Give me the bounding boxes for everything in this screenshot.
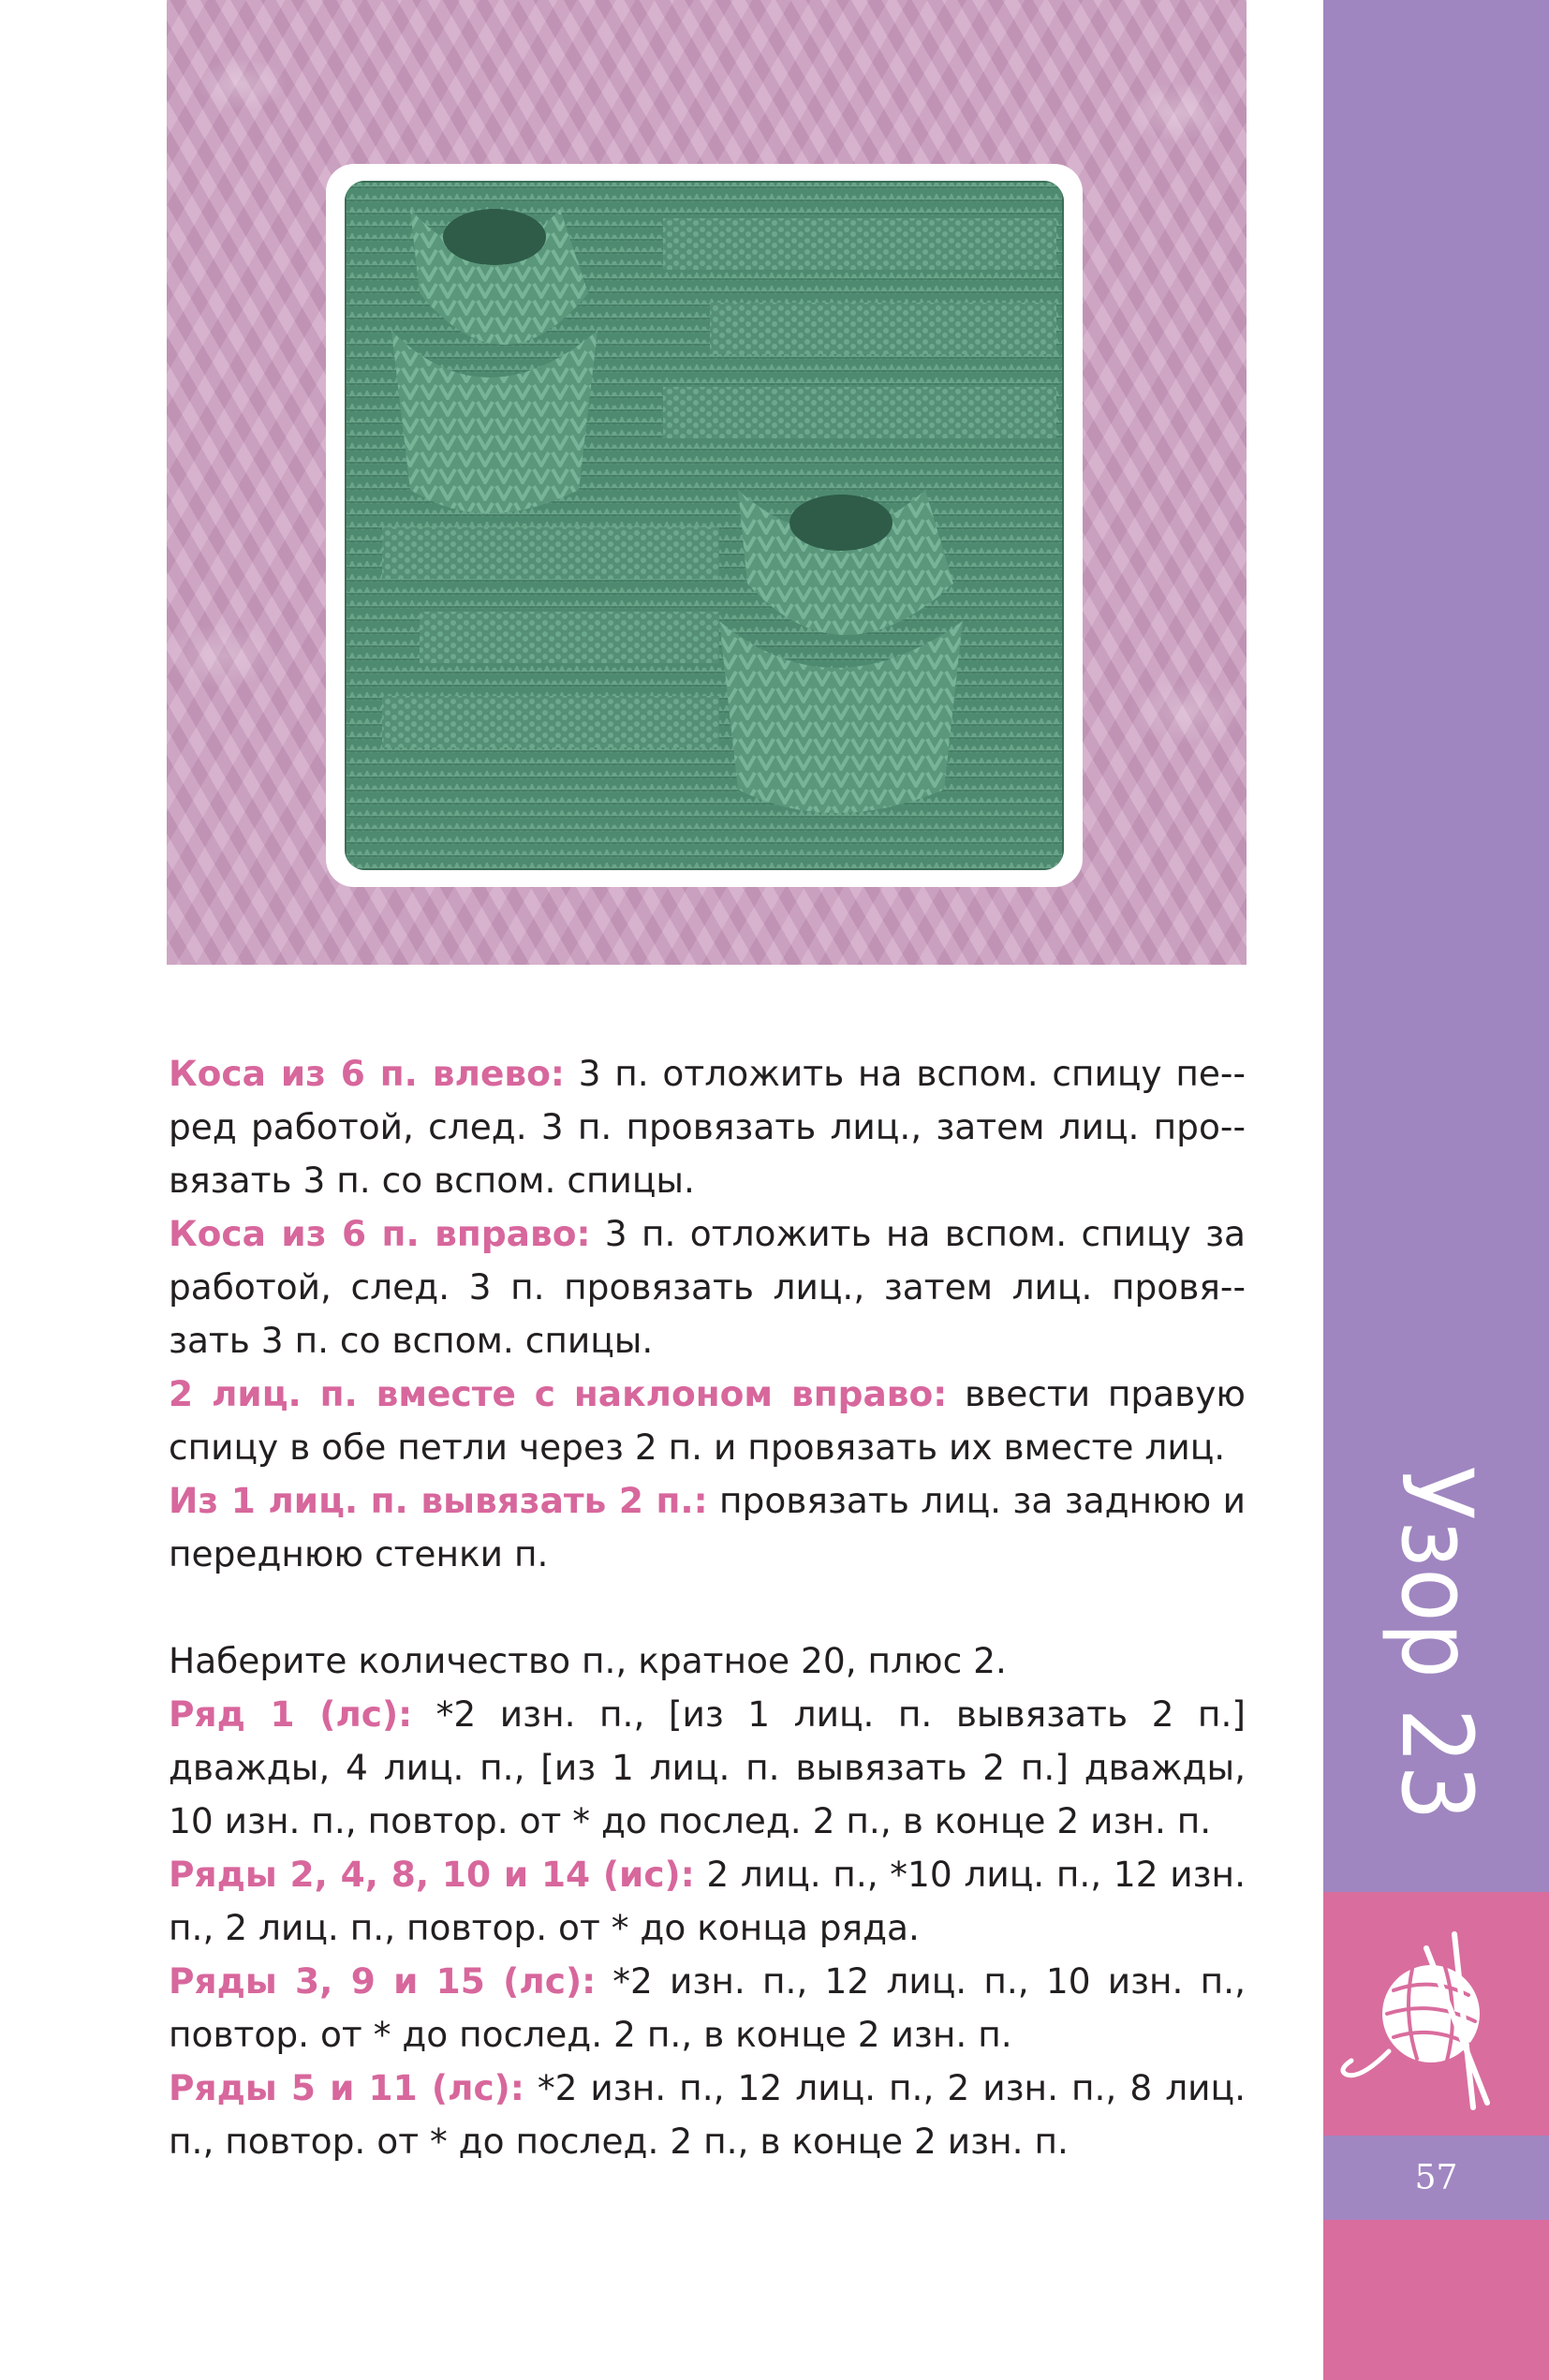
row-text: *2 изн. п., [из 1 лиц. п. вывязать 2 п.] дважды, 4 лиц. п., [из 1 лиц. п. вывязать 2 п.] дважды, 10 изн. п., повтор. от * до послед. 2 п., в конце 2 изн. п. bbox=[169, 1693, 1246, 1841]
rows-3-9-15 bbox=[169, 1955, 1246, 2062]
row-text: 2 лиц. п., *10 лиц. п., 12 изн. п., 2 лиц. п., повтор. от * до конца ряда. bbox=[169, 1854, 1246, 1948]
rows-2-4-8-10-14 bbox=[169, 1848, 1246, 1955]
instruction-k2tog bbox=[169, 1367, 1246, 1474]
row-heading: Ряды 5 и 11 (лс): bbox=[169, 2067, 524, 2108]
knitted-swatch-image bbox=[345, 181, 1064, 870]
term-text: 3 п. отложить на вспом. спицу пе-ред работой, след. 3 п. провязать лиц., затем лиц. про-вязать 3 п. со вспом. спицы. bbox=[169, 1053, 1246, 1201]
sidebar-title bbox=[1323, 1424, 1549, 1864]
pattern-title: Узор 23 bbox=[1379, 1466, 1494, 1822]
sidebar-bottom-band bbox=[1323, 2220, 1549, 2380]
term-text: провязать лиц. за заднюю и переднюю стенки п. bbox=[169, 1480, 1246, 1574]
row-heading: Ряды 2, 4, 8, 10 и 14 (ис): bbox=[169, 1854, 695, 1895]
row-text: *2 изн. п., 12 лиц. п., 2 изн. п., 8 лиц. п., повтор. от * до послед. 2 п., в конце 2 изн. п. bbox=[169, 2067, 1246, 2162]
knitted-swatch-illustration bbox=[345, 181, 1064, 870]
row-heading: Ряды 3, 9 и 15 (лс): bbox=[169, 1960, 597, 2002]
cast-on-text: Наберите количество п., кратное 20, плюс 2. bbox=[169, 1640, 1007, 1681]
rows-5-11 bbox=[169, 2062, 1246, 2168]
term-heading: Коса из 6 п. вправо: bbox=[169, 1213, 591, 1254]
instruction-cable-left bbox=[169, 1047, 1246, 1207]
page-number: 57 bbox=[1414, 2158, 1458, 2197]
pattern-photo bbox=[167, 0, 1247, 965]
paragraph-spacer bbox=[169, 1581, 1246, 1634]
row-text: *2 изн. п., 12 лиц. п., 10 изн. п., повтор. от * до послед. 2 п., в конце 2 изн. п. bbox=[169, 1960, 1246, 2055]
term-heading: 2 лиц. п. вместе с наклоном вправо: bbox=[169, 1373, 948, 1414]
row-heading: Ряд 1 (лс): bbox=[169, 1693, 413, 1735]
term-heading: Из 1 лиц. п. вывязать 2 п.: bbox=[169, 1480, 708, 1521]
instruction-cable-right bbox=[169, 1207, 1246, 1367]
instruction-kfb bbox=[169, 1474, 1246, 1581]
term-text: ввести правую спицу в обе петли через 2 п. и провязать их вместе лиц. bbox=[169, 1373, 1247, 1468]
pattern-instructions bbox=[169, 1047, 1246, 2168]
term-heading: Коса из 6 п. влево: bbox=[169, 1053, 565, 1094]
page-number-band bbox=[1323, 2136, 1549, 2220]
term-text: 3 п. отложить на вспом. спицу за работой, след. 3 п. провязать лиц., затем лиц. провя-зать 3 п. со вспом. спицы. bbox=[169, 1213, 1246, 1361]
yarn-ball-icon bbox=[1323, 1892, 1549, 2136]
row-1 bbox=[169, 1688, 1246, 1848]
